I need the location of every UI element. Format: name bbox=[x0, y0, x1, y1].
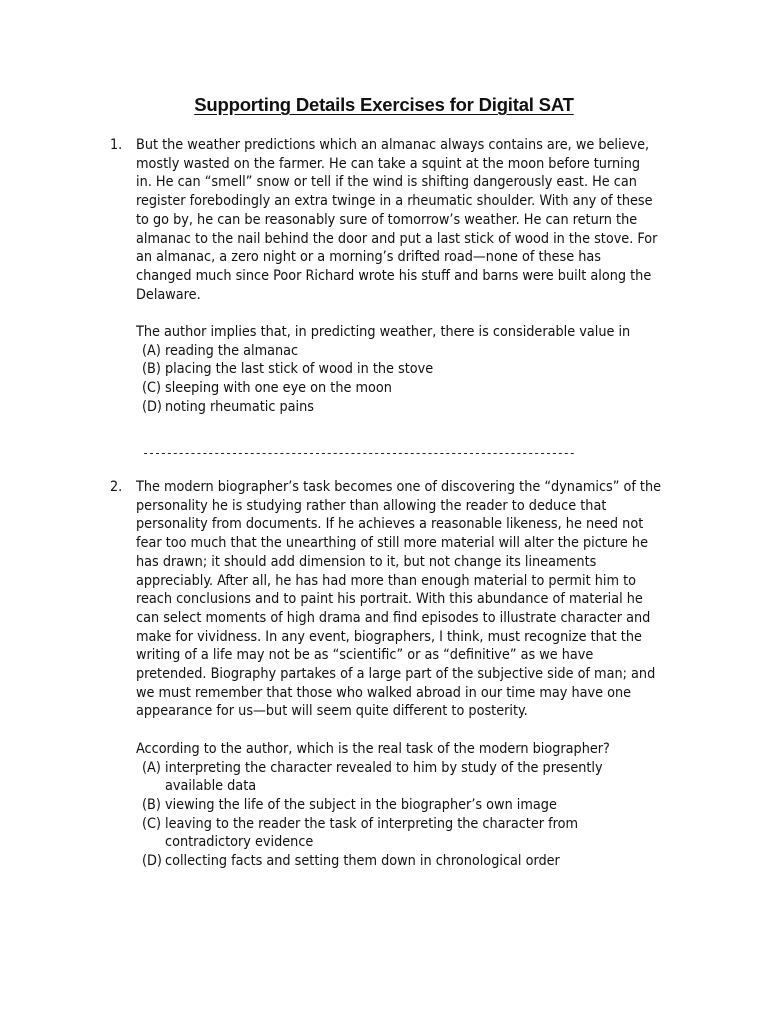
choice-b bbox=[142, 796, 690, 815]
choice-letter: (B) bbox=[142, 796, 161, 813]
choice-letter: (D) bbox=[142, 853, 162, 870]
choice-text: noting rheumatic pains bbox=[165, 398, 314, 415]
choice-d bbox=[142, 852, 690, 871]
choice-text: viewing the life of the subject in the biographer’s own image bbox=[165, 796, 557, 813]
question-stem: According to the author, which is the real task of the modern biographer? bbox=[136, 740, 610, 757]
choice-text: sleeping with one eye on the moon bbox=[165, 380, 392, 397]
choice-a bbox=[142, 342, 690, 361]
choice-letter: (D) bbox=[142, 398, 162, 415]
question-1 bbox=[110, 136, 690, 417]
choice-text: interpreting the character revealed to him by study of the presently available data bbox=[165, 759, 603, 795]
choice-letter: (B) bbox=[142, 361, 161, 378]
question-2 bbox=[110, 478, 690, 871]
passage-text: The modern biographer’s task becomes one of discovering the “dynamics” of the personality he is studying rather than allowing the reader to deduce that personality from documents. If he achieves a reasonable likeness, he need not fear too much that the unearthing of still more material will alter the picture he has drawn; it should add dimension to it, but not change its lineaments appreciably. After all, he has had more than enough material to permit him to reach conclusions and to paint his portrait. With this abundance of material he can select moments of high drama and find episodes to illustrate character and make for vividness. In any event, biographers, I think, must recognize that the writing of a life may not be as “scientific” or as “definitive” as we have pretended. Biography partakes of a large part of the subjective side of man; and we must remember that those who walked abroad in our time may have one appearance for us—but will seem quite different to posterity. bbox=[136, 479, 662, 720]
section-divider: ------------------------------------------------------------------------- bbox=[142, 446, 575, 460]
answer-choices bbox=[136, 342, 690, 417]
choice-text: placing the last stick of wood in the stove bbox=[165, 361, 434, 378]
choice-text: collecting facts and setting them down in chronological order bbox=[165, 853, 560, 870]
choice-a bbox=[142, 759, 690, 796]
page-title: Supporting Details Exercises for Digital SAT bbox=[194, 94, 574, 115]
choice-letter: (C) bbox=[142, 815, 162, 832]
choice-c bbox=[142, 379, 690, 398]
choice-letter: (C) bbox=[142, 380, 162, 397]
choice-b bbox=[142, 360, 690, 379]
answer-choices bbox=[136, 759, 690, 871]
question-body bbox=[136, 136, 690, 417]
choice-letter: (A) bbox=[142, 759, 161, 776]
question-number: 2. bbox=[110, 479, 123, 495]
passage-text: But the weather predictions which an almanac always contains are, we believe, mostly wasted on the farmer. He can take a squint at the moon before turning in. He can “smell” snow or tell if the wind is shifting dangerously east. He can register forebodingly an extra twinge in a rheumatic shoulder. With any of these to go by, he can be reasonably sure of tomorrow’s weather. He can return the almanac to the nail behind the door and put a last stick of wood in the stove. For an almanac, a zero night or a morning’s drifted road—none of these has changed much since Poor Richard wrote his stuff and barns were built along the Delaware. bbox=[136, 137, 658, 303]
choice-text: reading the almanac bbox=[165, 342, 299, 359]
question-number: 1. bbox=[110, 137, 123, 153]
question-body bbox=[136, 478, 690, 871]
choice-c bbox=[142, 815, 690, 852]
question-stem: The author implies that, in predicting weather, there is considerable value in bbox=[136, 324, 631, 341]
choice-d bbox=[142, 398, 690, 417]
choice-text: leaving to the reader the task of interpreting the character from contradictory evidence bbox=[165, 815, 578, 851]
choice-letter: (A) bbox=[142, 342, 161, 359]
